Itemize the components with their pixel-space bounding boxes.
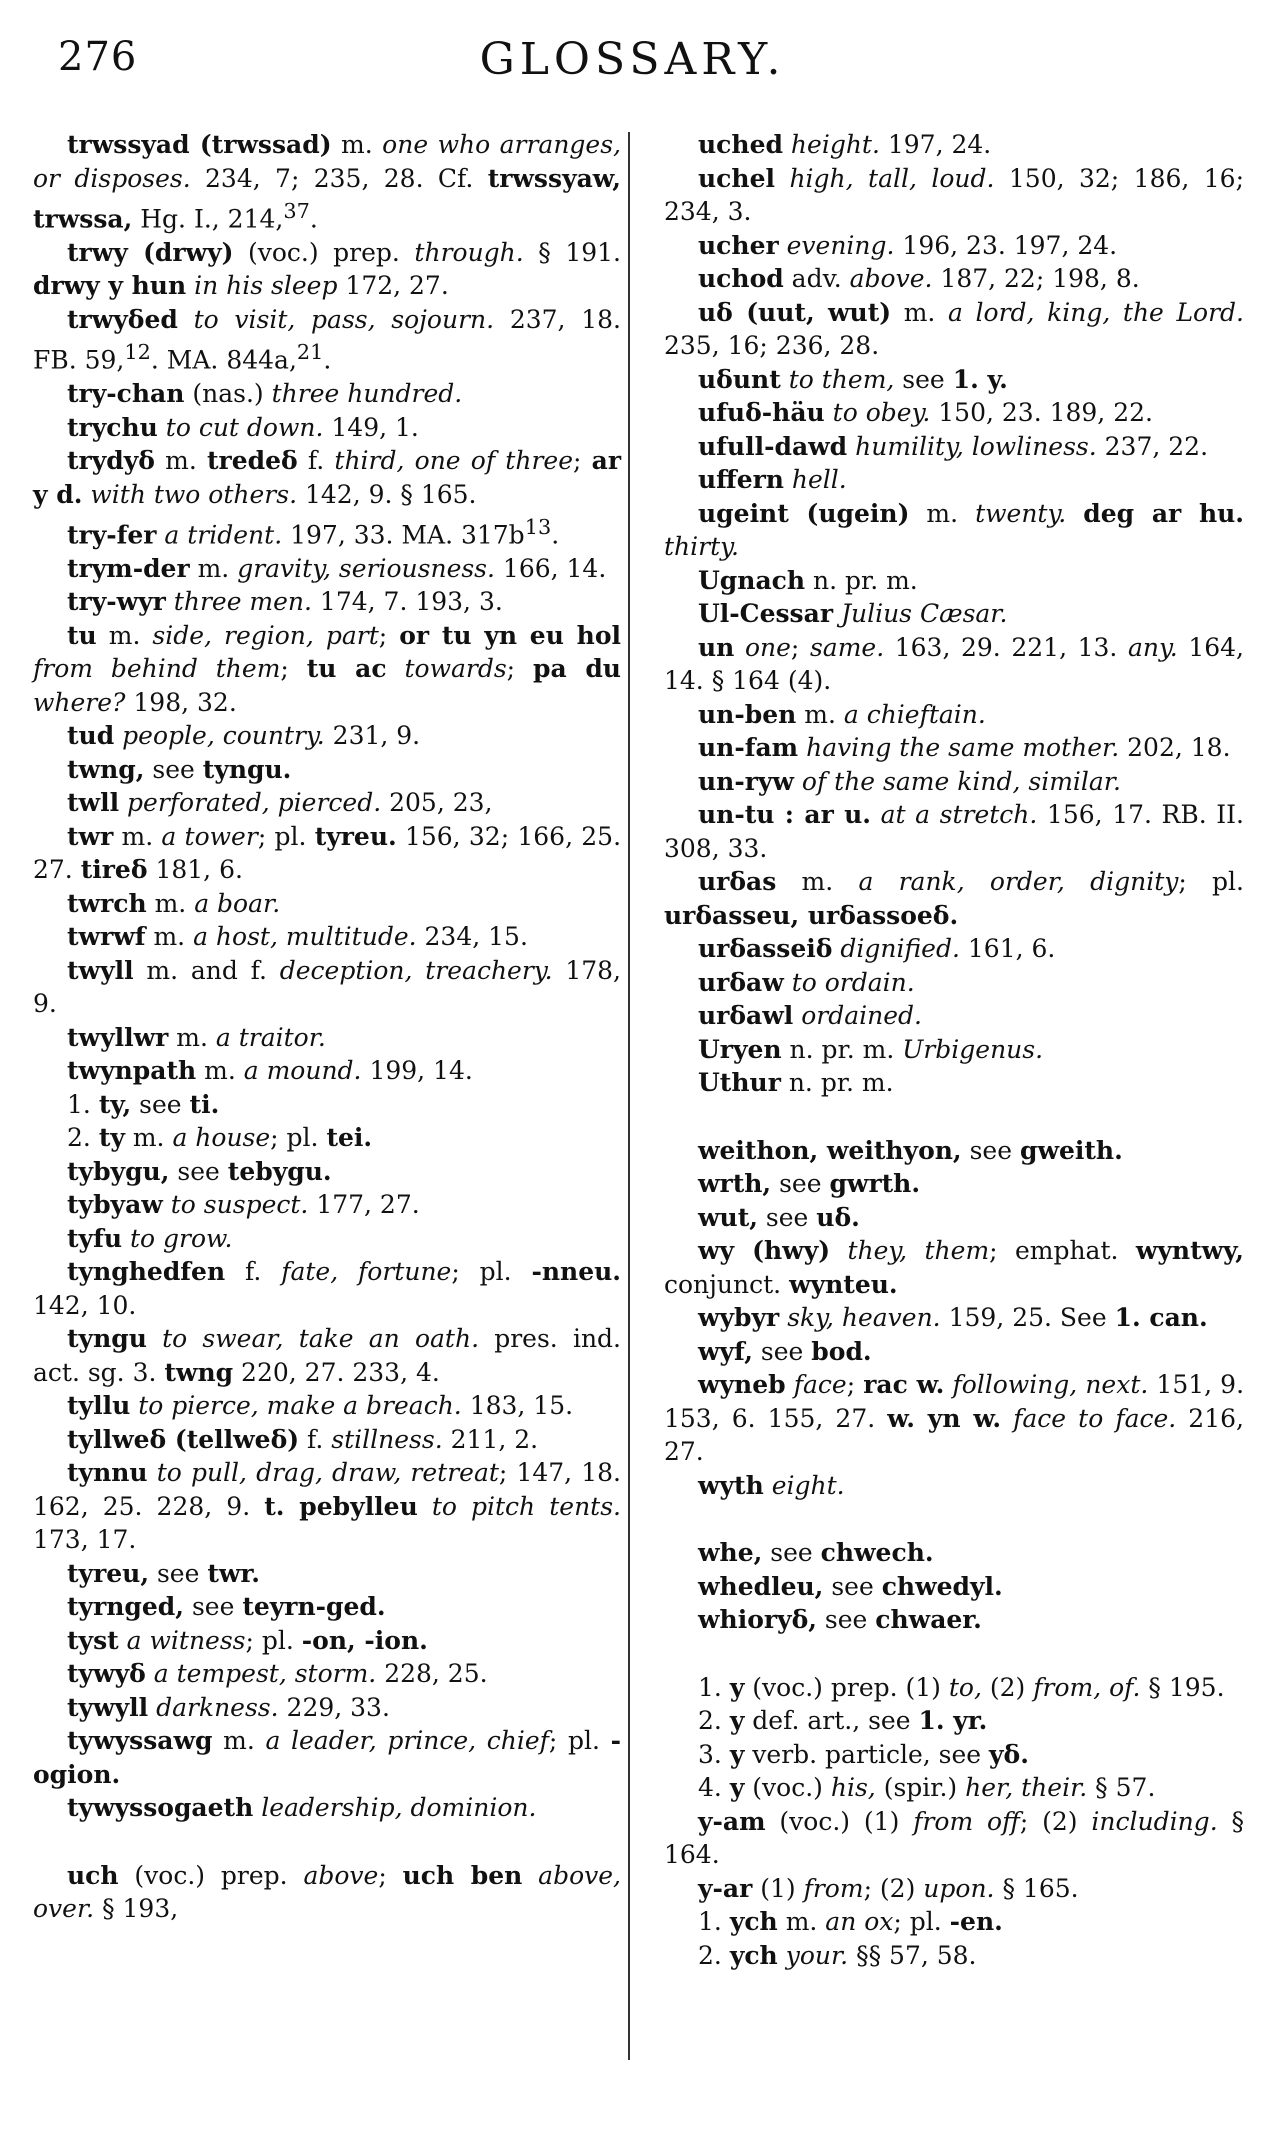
glossary-entry: un one; same. 163, 29. 221, 13. any. 164, 14. § 164 (4). — [664, 632, 1244, 695]
glossary-entry: y-am (voc.) (1) from off; (2) including. § 164. — [664, 1806, 1245, 1869]
glossary-entry: wyf, see bod. — [698, 1336, 872, 1366]
glossary-entry: urδasseiδ dignified. 161, 6. — [698, 934, 1056, 963]
running-head: GLOSSARY. — [479, 34, 786, 85]
glossary-entry: 4. y (voc.) his, (spir.) her, their. § 57. — [698, 1773, 1156, 1802]
glossary-entry: Uthur n. pr. m. — [698, 1068, 894, 1097]
glossary-entry: tyst a witness; pl. -on, -ion. — [67, 1625, 428, 1655]
glossary-entry: ufull-dawd humility, lowliness. 237, 22. — [698, 431, 1209, 461]
glossary-entry: urδawl ordained. — [698, 1001, 922, 1030]
glossary-entry: wyneb face; rac w. following, next. 151, 9. 153, 6. 155, 27. w. yn w. face to face. 216, 27. — [664, 1370, 1245, 1466]
glossary-entry: twyllwr m. a traitor. — [67, 1022, 326, 1052]
glossary-entry: twll perforated, pierced. 205, 23, — [67, 788, 493, 818]
glossary-entry: y-ar (1) from; (2) upon. § 165. — [698, 1873, 1079, 1903]
glossary-entry: uchel high, tall, loud. 150, 32; 186, 16; 234, 3. — [664, 163, 1245, 226]
section-gap — [664, 1502, 1244, 1536]
glossary-entry: wut, see uδ. — [698, 1202, 860, 1232]
page-number: 276 — [58, 34, 138, 80]
glossary-entry: 2. ych your. §§ 57, 58. — [698, 1940, 977, 1970]
glossary-entry: 1. y (voc.) prep. (1) to, (2) from, of. § 195. — [698, 1672, 1225, 1702]
glossary-entry: 2. y def. art., see 1. yr. — [698, 1706, 988, 1735]
glossary-entry: tyllweδ (tellweδ) f. stillness. 211, 2. — [67, 1424, 539, 1454]
glossary-entry: uδunt to them, see 1. y. — [698, 364, 1008, 394]
glossary-entry: wybyr sky, heaven. 159, 25. See 1. can. — [698, 1303, 1208, 1332]
glossary-entry: tywyssawg m. a leader, prince, chief; pl. -ogion. — [33, 1726, 621, 1789]
glossary-entry: twng, see tyngu. — [67, 754, 292, 784]
glossary-entry: 3. y verb. particle, see yδ. — [698, 1739, 1029, 1769]
glossary-entry: twr m. a tower; pl. tyreu. 156, 32; 166, 25. 27. tireδ 181, 6. — [33, 821, 622, 885]
section-gap — [664, 1100, 1244, 1134]
glossary-entry: twrwf m. a host, multitude. 234, 15. — [67, 922, 528, 952]
right-column — [664, 128, 1244, 1972]
glossary-entry: trym-der m. gravity, seriousness. 166, 14. — [67, 553, 607, 583]
glossary-entry: tyreu, see twr. — [67, 1558, 261, 1588]
glossary-entry: trydyδ m. tredeδ f. third, one of three; ar y d. with two others. 142, 9. § 165. — [33, 446, 622, 509]
glossary-entry: un-ryw of the same kind, similar. — [698, 766, 1121, 796]
glossary-entry: Uryen n. pr. m. Urbigenus. — [698, 1034, 1044, 1064]
glossary-entry: tynnu to pull, drag, draw, retreat; 147, 18. 162, 25. 228, 9. t. pebylleu to pitch tents. 173, 17. — [33, 1458, 621, 1555]
glossary-entry: urδaw to ordain. — [698, 967, 915, 997]
glossary-entry: ugeint (ugein) m. twenty. deg ar hu. thirty. — [664, 498, 1245, 561]
glossary-entry: tywyδ a tempest, storm. 228, 25. — [67, 1659, 488, 1689]
glossary-entry: uch (voc.) prep. above; uch ben above, over. § 193, — [33, 1860, 621, 1924]
page-header — [40, 34, 1225, 94]
glossary-entry: trwyδed to visit, pass, sojourn. 237, 18. FB. 59,12. MA. 844a,$^{21}$. — [33, 304, 621, 375]
glossary-entry: try-fer a trident. 197, 33. MA. $317b^{13}$. — [67, 515, 560, 550]
glossary-entry: tynghedfen f. fate, fortune; pl. -nneu. 142, 10. — [33, 1257, 622, 1320]
glossary-entry: 1. ych m. an ox; pl. -en. — [698, 1907, 1003, 1936]
glossary-entry: un-fam having the same mother. 202, 18. — [698, 733, 1231, 762]
glossary-entry: trychu to cut down. 149, 1. — [67, 412, 419, 442]
glossary-entry: whedleu, see chwedyl. — [698, 1571, 1003, 1601]
glossary-entry: try-wyr three men. 174, 7. 193, 3. — [67, 587, 503, 617]
glossary-entry: twyll m. and f. deception, treachery. 178, 9. — [33, 955, 621, 1019]
glossary-entry: uδ (uut, wut) m. a lord, king, the Lord. 235, 16; 236, 28. — [664, 297, 1245, 360]
section-gap — [664, 1637, 1244, 1671]
glossary-entry: tyfu to grow. — [67, 1223, 233, 1253]
section-gap — [33, 1825, 621, 1859]
glossary-entry: uchod adv. above. 187, 22; 198, 8. — [698, 264, 1140, 293]
glossary-entry: urδas m. a rank, order, dignity; pl. urδasseu, urδassoeδ. — [664, 867, 1244, 930]
glossary-entry: tyrnged, see teyrn-ged. — [67, 1592, 386, 1622]
glossary-entry: tybyaw to suspect. 177, 27. — [67, 1190, 420, 1220]
glossary-entry: uched height. 197, 24. — [698, 130, 992, 159]
glossary-entry: trwssyad (trwssad) m. one who arranges, or disposes. 234, 7; 235, 28. Cf. trwssyaw, trwssa, Hg. I., 214,37. — [33, 130, 622, 234]
glossary-entry: tud people, country. 231, 9. — [67, 721, 421, 751]
glossary-entry: whe, see chwech. — [698, 1538, 934, 1567]
glossary-entry: un-ben m. a chieftain. — [698, 699, 986, 729]
glossary-entry: weithon, weithyon, see gweith. — [698, 1135, 1123, 1165]
glossary-entry: wrth, see gwrth. — [698, 1169, 921, 1198]
glossary-entry: tywyll darkness. 229, 33. — [67, 1692, 390, 1722]
glossary-entry: 2. ty m. a house; pl. tei. — [67, 1123, 373, 1153]
column-divider — [628, 132, 630, 2060]
glossary-entry: tyngu to swear, take an oath. pres. ind. act. sg. 3. twng 220, 27. 233, 4. — [33, 1324, 621, 1387]
glossary-entry: wyth eight. — [698, 1470, 845, 1500]
glossary-entry: wy (hwy) they, them; emphat. wyntwy, conjunct. wynteu. — [664, 1236, 1244, 1299]
glossary-entry: ufuδ-häu to obey. 150, 23. 189, 22. — [698, 398, 1153, 427]
glossary-entry: whioryδ, see chwaer. — [698, 1605, 982, 1634]
left-column — [33, 128, 621, 1926]
glossary-entry: ucher evening. 196, 23. 197, 24. — [698, 230, 1118, 260]
glossary-entry: un-tu : ar u. at a stretch. 156, 17. RB. II. 308, 33. — [664, 800, 1244, 863]
glossary-entry: try-chan (nas.) three hundred. — [67, 379, 463, 409]
glossary-entry: tyllu to pierce, make a breach. 183, 15. — [67, 1391, 574, 1421]
glossary-entry: tywyssogaeth leadership, dominion. — [67, 1793, 537, 1823]
glossary-entry: uffern hell. — [698, 465, 847, 494]
glossary-entry: trwy (drwy) (voc.) prep. through. § 191. drwy y hun in his sleep 172, 27. — [33, 237, 622, 301]
glossary-entry: twrch m. a boar. — [67, 888, 281, 918]
glossary-entry: Ul-Cessar Julius Cæsar. — [698, 599, 1008, 628]
glossary-entry: tu m. side, region, part; or tu yn eu hol from behind them; tu ac towards; pa du where? 198, 32. — [33, 620, 622, 717]
glossary-entry: 1. ty, see ti. — [67, 1089, 220, 1119]
glossary-entry: Ugnach n. pr. m. — [698, 565, 918, 595]
glossary-entry: tybygu, see tebygu. — [67, 1156, 332, 1186]
glossary-entry: twynpath m. a mound. 199, 14. — [67, 1056, 473, 1086]
